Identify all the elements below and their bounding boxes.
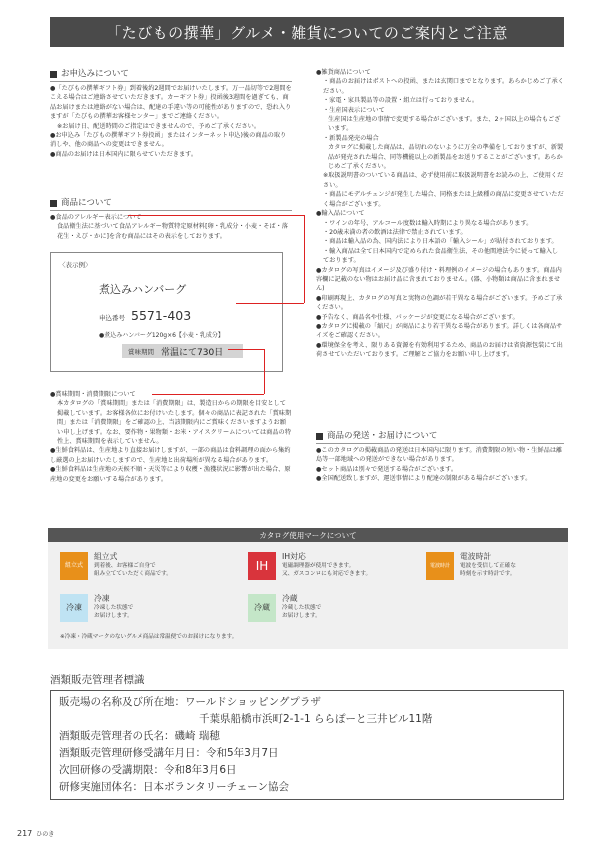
license-line: 販売場の名称及び所在地：ワールドショッピングプラザ <box>59 696 321 708</box>
example-expiry-value: 常温にて730日 <box>161 347 224 358</box>
mark-desc: 冷蔵した状態で <box>282 605 322 611</box>
note: ●予告なく、商品名や仕様、パッケージが変更になる場合がございます。 <box>316 313 519 321</box>
note: ●カタログに掲載の「縮尺」が商品により若干異なる場合があります。詳しくは各商品サイズをご確認ください。 <box>316 322 563 340</box>
note: ・20歳未満の者の飲酒は法律で禁止されています。 <box>323 228 467 236</box>
note: ●環境保全を考え、限りある資源を有効利用するため、商品のお届けは省資源包装にて出荷させていただいております。ご理解とご協力をお願い申し上げます。 <box>316 341 563 359</box>
ih-icon: IH <box>248 552 276 580</box>
square-bullet-icon <box>50 71 57 78</box>
shipping-item: ●このカタログの掲載商品の発送は日本国内に限ります。消費期限の短い物・生鮮品は離島等一部地域への発送ができない場合があります。 <box>316 447 563 464</box>
fresh-item: ●生鮮食料品は、生産地より直接お届けしますが、一部の商品は食料調理の面から集約し厳選の上お届けいたしますので、生産地と出荷場所が異なる場合があります。 <box>50 447 291 464</box>
frozen-icon: 冷凍 <box>60 594 88 622</box>
mark-desc: お届けします。 <box>94 613 133 619</box>
mark-radio-clock <box>426 552 516 580</box>
order-item: ●お申込み「たびもの撰華ギフト券投函」またはインターネット申込)後の商品の取り消しや、他の商品への変更はできません。 <box>50 132 287 149</box>
license-line: 千葉県船橋市浜町2-1-1 ららぽーと三井ビル11階 <box>199 713 433 725</box>
mark-name: 冷凍 <box>94 594 110 603</box>
right-column <box>316 68 564 360</box>
shipping-item: ●セット商品は別々で発送する場合がございます。 <box>316 465 458 473</box>
mark-name: 組立式 <box>94 552 118 561</box>
marks-note: ※冷凍・冷蔵マークのないグルメ商品は常温便でのお届けになります。 <box>60 634 238 640</box>
mark-desc: 到着後、お客様ご自身で <box>94 563 156 569</box>
page-number: 217 <box>17 829 33 838</box>
mark-desc: 電磁調理器が使用できます。 <box>282 563 355 569</box>
note: ・新製品発売の場合 <box>323 134 379 142</box>
note: ・商品のお届けはポストへの投函、または玄関口までとなります。あらかじめご了承ください。 <box>323 78 564 95</box>
mark-chilled <box>248 594 321 622</box>
example-title: 〈表示例〉 <box>59 261 92 269</box>
note: ●印刷再現上、カタログの写真と実物の色調が若干異なる場合がございます。予めご了承ください。 <box>316 294 563 312</box>
mark-desc: 又、ガスコンロにも対応できます。 <box>282 571 372 577</box>
note: 生産国は生産地の事情で変更する場合がございます。また、2ヶ国以上の場合もございます。 <box>328 116 561 133</box>
example-order-label: 申込番号 <box>99 314 125 322</box>
note: ※取扱説明書のついている商品は、必ず使用前に取扱説明書をお読みの上、ご使用ください。 <box>323 172 564 189</box>
mark-desc: お届けします。 <box>282 613 321 619</box>
order-heading: お申込みについて <box>50 68 292 82</box>
allergy-title: ●食品のアレルギー表示について <box>50 214 142 221</box>
page-banner <box>50 17 564 47</box>
misc-goods-title: ●雑貨商品について <box>316 69 371 76</box>
footer-label: ひのき <box>36 831 55 838</box>
allergy-text: 食品衛生法に基づいて食品アレルギー物質特定原材料[卵・乳成分・小麦・そば・落花生・えび・かに]を含む商品にはその表示をしております。 <box>57 223 288 240</box>
mark-name: 電波時計 <box>460 552 492 561</box>
example-expiry <box>122 344 243 358</box>
page-footer <box>17 829 54 838</box>
leader-line-expiry <box>264 349 265 394</box>
mark-ih <box>248 552 371 580</box>
shipping-item: ●全国配送致しますが、運送事情により配達の制限がある場合がございます。 <box>316 475 532 483</box>
note: ・輸入商品は全て日本国内で定められた食品衛生法、その他関連法令に従って輸入しております。 <box>323 247 559 265</box>
banner-title: 「たびもの撰華」グルメ・雑貨についてのご案内とご注意 <box>106 23 508 42</box>
mark-frozen <box>60 594 133 622</box>
license-line: 酒類販売管理者の氏名：磯崎 瑞穂 <box>59 730 220 742</box>
fresh-item: ●生鮮食料品は生産地の天候不順・天災等により収穫・漁獲状況に影響が出た場合、原産地の変更をお願いする場合があります。 <box>50 466 291 483</box>
marks-title: カタログ使用マークについて <box>48 528 568 542</box>
order-section <box>50 68 292 159</box>
mark-assembly <box>60 552 172 580</box>
mark-desc: 組み立てていただく商品です。 <box>94 571 172 577</box>
order-item: ●商品のお届けは日本国内に限らせていただきます。 <box>50 150 198 158</box>
license-line: 酒類販売管理研修受講年月日：令和5年3月7日 <box>59 747 279 759</box>
expiry-title: ●賞味期間・消費期限について <box>50 391 136 398</box>
expiry-section <box>50 390 292 484</box>
mark-name: IH対応 <box>282 552 306 561</box>
leader-line-allergy <box>304 215 305 303</box>
expiry-text: 本カタログの「賞味期間」または「消費期限」は、製造日からの期限を目安として掲載しています。お客様各位にお付けいたします。個々の商品に表記された「賞味期間」または「消費期限」をご確認の上、当該期限内にご賞味くださいますようお願い申し上げます。なお、要作物・果物類・お米・アイスクリームについては商品の特性上、賞味期間を表示していません。 <box>57 400 292 446</box>
mark-name: 冷蔵 <box>282 594 298 603</box>
mark-desc: 電波を受信して正確な <box>460 563 516 569</box>
label-example-box <box>50 252 283 372</box>
shipping-heading: 商品の発送・お届けについて <box>316 430 564 444</box>
shipping-section <box>316 430 564 484</box>
license-box <box>50 690 564 800</box>
note: ・商品は輸入品の為、国内法により日本語の「輸入シール」が貼付されております。 <box>323 238 558 246</box>
chilled-icon: 冷蔵 <box>248 594 276 622</box>
assembly-icon: 組立式 <box>60 552 88 580</box>
note: カタログに掲載した商品は、品切れのないように万全の準備をしておりますが、新製品が発売された場合、同等機能以上の新製品をお送りすることがございます。あらかじめご了承ください。 <box>328 144 564 171</box>
square-bullet-icon <box>50 200 57 207</box>
example-detail: ●煮込みハンバーグ120g×6【小麦・乳成分】 <box>99 332 224 339</box>
note: ・生産国表示について <box>323 106 385 114</box>
example-expiry-label: 賞味期間 <box>128 347 154 356</box>
license-line: 研修実施団体名：日本ボランタリーチェーン協会 <box>59 781 290 793</box>
radio-clock-icon: 電波時計 <box>426 552 454 580</box>
catalog-marks-panel <box>48 528 568 649</box>
mark-desc: 時刻を示す時計です。 <box>460 571 516 577</box>
example-product-name: 煮込みハンバーグ <box>99 283 187 296</box>
product-heading: 商品について <box>50 197 292 211</box>
example-order-number: 5571-403 <box>131 308 192 323</box>
leader-line-allergy <box>236 303 304 304</box>
leader-line-expiry <box>228 349 264 350</box>
order-item: ※お届け日、配送時間のご指定はできませんので、予めご了承ください。 <box>57 122 261 130</box>
mark-desc: 冷凍した状態で <box>94 605 134 611</box>
note: ・商品にモデルチェンジが発生した場合、同格または上級種の商品に変更させていただく場合がございます。 <box>323 191 564 208</box>
product-section <box>50 197 292 241</box>
license-heading: 酒類販売管理者標識 <box>50 674 145 686</box>
square-bullet-icon <box>316 433 323 440</box>
order-item: ●「たびもの撰華ギフト券」到着後約2週間でお届けいたします。万一品切等で2週間をこえる場合はご連絡させていただきます。カーギフト券」投函後3週間を過ぎても、商品お届けまたは連絡がない場合は、配達の手違い等の可能性がありますので、恐れ入りますが「たびもの撰華お客様センター」までご連絡ください。 <box>50 85 292 121</box>
example-order <box>99 308 191 323</box>
note: ・ワインの年号、アルコール度数は輸入時期により異なる場合があります。 <box>323 219 533 227</box>
note: ●カタログの写真はイメージ及び盛り付け・料理例のイメージの場合もあります。商品内容欄に記載のない物はお届け品に含まれておりません。(器、小物類は商品に含まれません) <box>316 266 562 293</box>
license-line: 次回研修の受講期限：令和8年3月6日 <box>59 764 237 776</box>
note: ・家電・家具製品等の設置・組立は行っておりません。 <box>323 97 479 105</box>
leader-line-allergy <box>128 215 304 216</box>
import-title: ●輸入品について <box>316 210 365 218</box>
